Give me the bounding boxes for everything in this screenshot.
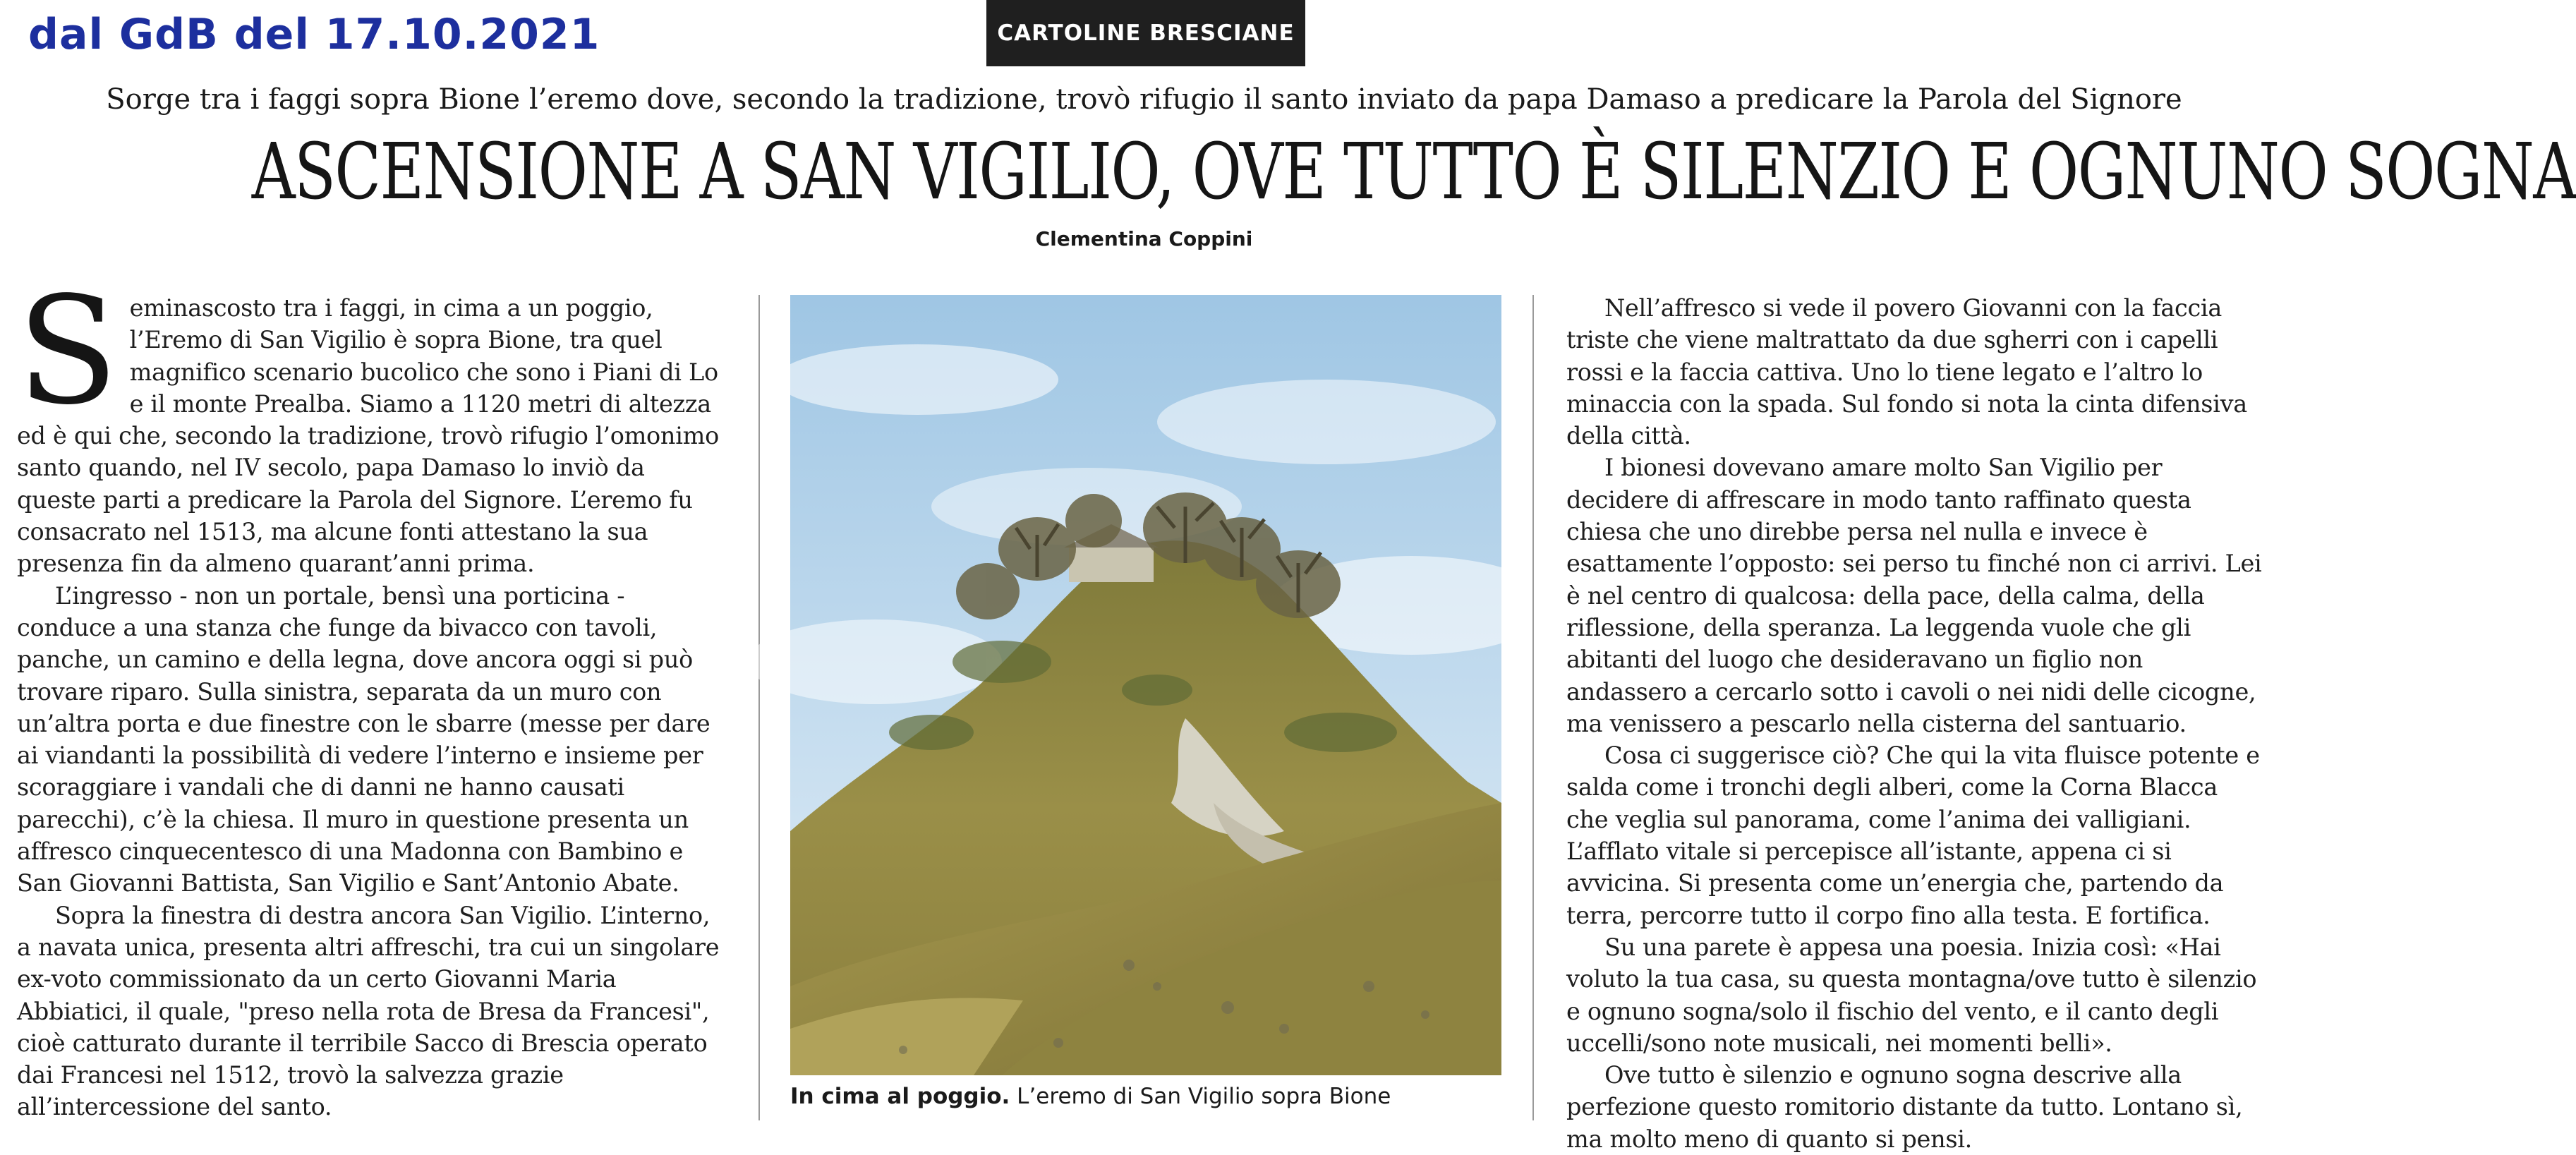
paragraph: Cosa ci suggerisce ciò? Che qui la vita fluisce potente e salda come i tronchi degli alberi, come la Corna Blacca che veglia sul panorama, come l’anima dei valligiani. L’afflato vitale si percepisce all’istante, appena ci si avvicina. Si presenta come un’energia che, partendo da terra, percorre tutto il corpo fino alla testa. E fortifica. <box>1566 742 2260 929</box>
photo-caption <box>790 1084 1501 1109</box>
subheadline: Sorge tra i faggi sopra Bione l’eremo dove, secondo la tradizione, trovò rifugio il santo inviato da papa Damaso a predicare la Parola del Signore <box>106 83 2182 116</box>
caption-bold: In cima al poggio. <box>790 1084 1010 1109</box>
caption-text: L’eremo di San Vigilio sopra Bione <box>1010 1084 1391 1109</box>
paragraph: Su una parete è appesa una poesia. Inizia così: «Hai voluto la tua casa, su questa montagna/ove tutto è silenzio e ognuno sogna/solo il fischio del vento, e il canto degli uccelli/sono note musicali, nei momenti belli». <box>1566 933 2257 1057</box>
drop-cap: S <box>17 265 119 437</box>
paragraph: L’ingresso - non un portale, bensì una porticina - conduce a una stanza che funge da bivacco con tavoli, panche, un camino e della legna, dove ancora oggi si può trovare riparo. Sulla sinistra, separata da un muro con un’altra porta e due finestre con le sbarre (messe per dare ai viandanti la possibilità di vedere l’interno e insieme per scoraggiare i vandali che di danni ne hanno causati parecchi), c’è la chiesa. Il muro in questione presenta un affresco cinquecentesco di una Madonna con Bambino e San Giovanni Battista, San Vigilio e Sant’Antonio Abate. <box>17 581 710 897</box>
article-column-left <box>17 265 726 1123</box>
paragraph: Sopra la finestra di destra ancora San Vigilio. L’interno, a navata unica, presenta altri affreschi, tra cui un singolare ex-voto commissionato da un certo Giovanni Maria Abbiatici, il quale, "preso nella rota de Bresa da Francesi", cioè catturato durante il terribile Sacco di Brescia operato dai Francesi nel 1512, trovò la salvezza grazie all’intercessione del santo. <box>17 901 720 1121</box>
paragraph: I bionesi dovevano amare molto San Vigilio per decidere di affrescare in modo tanto raffinato questa chiesa che uno direbbe persa nel nulla e invece è esattamente l’opposto: sei perso tu finché non ci arrivi. Lei è nel centro di qualcosa: della pace, della calma, della riflessione, della speranza. La leggenda vuole che gli abitanti del luogo che desideravano un figlio non andassero a cercarlo sotto i cavoli o nei nidi delle cicogne, ma venissero a pescarlo nella cisterna del santuario. <box>1566 454 2262 737</box>
paragraph: eminascosto tra i faggi, in cima a un poggio, l’Eremo di San Vigilio è sopra Bione, tra quel magnifico scenario bucolico che sono i Piani di Lo e il monte Prealba. Siamo a 1120 metri di altezza ed è qui che, secondo la tradizione, trovò rifugio l’omonimo santo quando, nel IV secolo, papa Damaso lo inviò da queste parti a predicare la Parola del Signore. L’eremo fu consacrato nel 1513, ma alcune fonti attestano la sua presenza fin da almeno quarant’anni prima. <box>17 294 719 578</box>
column-divider-right <box>1532 295 1534 1120</box>
section-label: CARTOLINE BRESCIANE <box>986 0 1305 66</box>
article-column-right <box>1566 292 2265 1155</box>
paragraph: Nell’affresco si vede il povero Giovanni con la faccia triste che viene maltrattato da due sgherri con i capelli rossi e la faccia cattiva. Uno lo tiene legato e l’altro lo minaccia con la spada. Sul fondo si nota la cinta difensiva della città. <box>1566 294 2247 450</box>
hill-hermitage-photo <box>790 295 1501 1075</box>
column-divider-left <box>758 295 760 1120</box>
headline: ASCENSIONE A SAN VIGILIO, OVE TUTTO È SILENZIO E OGNUNO SOGNA <box>251 126 2576 217</box>
byline: Clementina Coppini <box>1035 227 1253 250</box>
paragraph: Ove tutto è silenzio e ognuno sogna descrive alla perfezione questo romitorio distante da tutto. Lontano sì, ma molto meno di quanto si pensi. <box>1566 1061 2243 1153</box>
masthead-date: dal GdB del 17.10.2021 <box>28 10 600 59</box>
